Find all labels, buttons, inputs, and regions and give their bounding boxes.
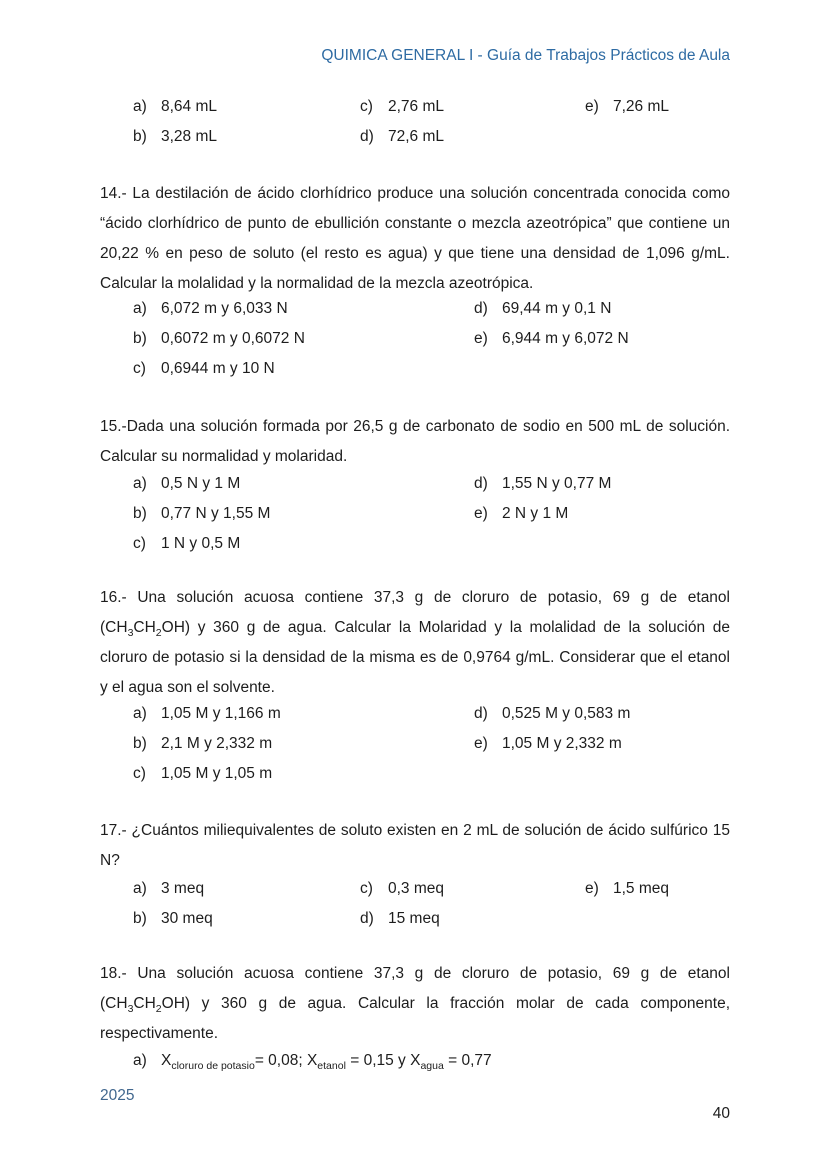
question-14-option-a	[133, 294, 474, 324]
option-text: 0,77 N y 1,55 M	[161, 505, 271, 522]
option-letter: e)	[474, 505, 488, 522]
option-text: 2,1 M y 2,332 m	[161, 735, 273, 752]
option-text: 1,55 N y 0,77 M	[502, 475, 612, 492]
question-16-text: 16.- Una solución acuosa contiene 37,3 g de cloruro de potasio, 69 g de etanol $(CH_3CH_2OH)$ y 360 g de agua. Calcular la Molaridad y la molalidad de la solución de cloruro de potasio si la densidad de la misma es de 0,9764 g/mL. Considerar que el etanol y el agua son el solvente.	[100, 589, 730, 696]
question-15-option-d	[474, 469, 730, 499]
option-letter: c)	[133, 360, 146, 377]
page-number: 40	[712, 1105, 730, 1122]
question-14-option-e	[474, 324, 730, 354]
option-letter: a)	[133, 300, 147, 317]
question-18-text: 18.- Una solución acuosa contiene 37,3 g de cloruro de potasio, 69 g de etanol $(CH_3CH_2OH)$ y 360 g de agua. Calcular la fracción molar de cada componente, respectivamente.	[100, 965, 730, 1042]
question-17-option-d	[360, 904, 585, 934]
option-letter: d)	[474, 475, 488, 492]
option-letter: e)	[585, 98, 599, 115]
question-15-option-c	[133, 529, 474, 559]
option-text: 0,6944 m y 10 N	[161, 360, 275, 377]
option-letter: b)	[133, 330, 147, 347]
option-letter: a)	[133, 880, 147, 897]
question-17-option-e	[585, 874, 730, 904]
question-14-options	[100, 294, 730, 384]
carryover-option-c	[360, 92, 585, 122]
option-letter: e)	[585, 880, 599, 897]
question-18-option-a	[100, 1046, 730, 1076]
option-text: 0,6072 m y 0,6072 N	[161, 330, 305, 347]
option-text: 6,944 m y 6,072 N	[502, 330, 629, 347]
option-text: 72,6 mL	[388, 128, 445, 145]
option-letter: c)	[360, 98, 373, 115]
question-15-option-b	[133, 499, 474, 529]
option-text: 1 N y 0,5 M	[161, 535, 241, 552]
option-text: 15 meq	[388, 910, 440, 927]
option-text: 1,05 M y 2,332 m	[502, 735, 622, 752]
option-text: 0,3 meq	[388, 880, 445, 897]
question-16-option-a	[133, 699, 474, 729]
option-text: 7,26 mL	[613, 98, 670, 115]
footer-year: 2025	[100, 1087, 135, 1104]
question-14-option-d	[474, 294, 730, 324]
option-text: $X_{cloruro de potasio}= 0,08$; $X_{etanol} = 0,15$ y $X_{agua} = 0,77$	[161, 1052, 492, 1073]
question-16-option-c	[133, 759, 474, 789]
question-14-option-c	[133, 354, 474, 384]
option-text: 6,072 m y 6,033 N	[161, 300, 288, 317]
question-15-text: 15.-Dada una solución formada por 26,5 g de carbonato de sodio en 500 mL de solución. Calcular su normalidad y molaridad.	[100, 418, 730, 465]
option-letter: a)	[133, 705, 147, 722]
option-letter: d)	[474, 705, 488, 722]
option-letter: d)	[360, 910, 374, 927]
carryover-option-a	[133, 92, 360, 122]
question-17-option-a	[133, 874, 360, 904]
option-text: 1,05 M y 1,166 m	[161, 705, 281, 722]
option-text: 0,525 M y 0,583 m	[502, 705, 631, 722]
question-17-option-c	[360, 874, 585, 904]
option-letter: d)	[360, 128, 374, 145]
option-letter: a)	[133, 1052, 147, 1069]
option-letter: c)	[360, 880, 373, 897]
option-letter: a)	[133, 475, 147, 492]
question-17-text: 17.- ¿Cuántos miliequivalentes de soluto existen en 2 mL de solución de ácido sulfúrico 15 N?	[100, 822, 730, 869]
option-letter: b)	[133, 128, 147, 145]
question-17-option-b	[133, 904, 360, 934]
option-letter: b)	[133, 505, 147, 522]
question-15-options	[100, 469, 730, 559]
option-text: 1,5 meq	[613, 880, 670, 897]
option-letter: b)	[133, 735, 147, 752]
question-15-option-a	[133, 469, 474, 499]
option-text: 3,28 mL	[161, 128, 218, 145]
option-text: 3 meq	[161, 880, 205, 897]
option-letter: c)	[133, 765, 146, 782]
option-text: 8,64 mL	[161, 98, 218, 115]
carryover-options	[100, 92, 730, 152]
option-text: 2 N y 1 M	[502, 505, 569, 522]
question-16-option-d	[474, 699, 730, 729]
question-14-text: 14.- La destilación de ácido clorhídrico produce una solución concentrada conocida como “ácido clorhídrico de punto de ebullición constante o mezcla azeotrópica” que contiene un 20,22 % en peso de soluto (el resto es agua) y que tiene una densidad de 1,096 g/mL. Calcular la molalidad y la normalidad de la mezcla azeotrópica.	[100, 185, 730, 292]
option-letter: e)	[474, 735, 488, 752]
option-letter: e)	[474, 330, 488, 347]
question-16-option-e	[474, 729, 730, 759]
question-15-option-e	[474, 499, 730, 529]
question-17-options	[100, 874, 730, 934]
option-text: 69,44 m y 0,1 N	[502, 300, 612, 317]
option-text: 2,76 mL	[388, 98, 445, 115]
option-text: 0,5 N y 1 M	[161, 475, 241, 492]
option-letter: c)	[133, 535, 146, 552]
carryover-option-b	[133, 122, 360, 152]
option-letter: a)	[133, 98, 147, 115]
carryover-option-e	[585, 92, 730, 122]
option-text: 30 meq	[161, 910, 213, 927]
question-16-option-b	[133, 729, 474, 759]
option-text: 1,05 M y 1,05 m	[161, 765, 273, 782]
question-14-option-b	[133, 324, 474, 354]
question-16-options	[100, 699, 730, 789]
option-letter: b)	[133, 910, 147, 927]
page-header-title: QUIMICA GENERAL I - Guía de Trabajos Prácticos de Aula	[321, 47, 730, 64]
carryover-option-d	[360, 122, 585, 152]
option-letter: d)	[474, 300, 488, 317]
